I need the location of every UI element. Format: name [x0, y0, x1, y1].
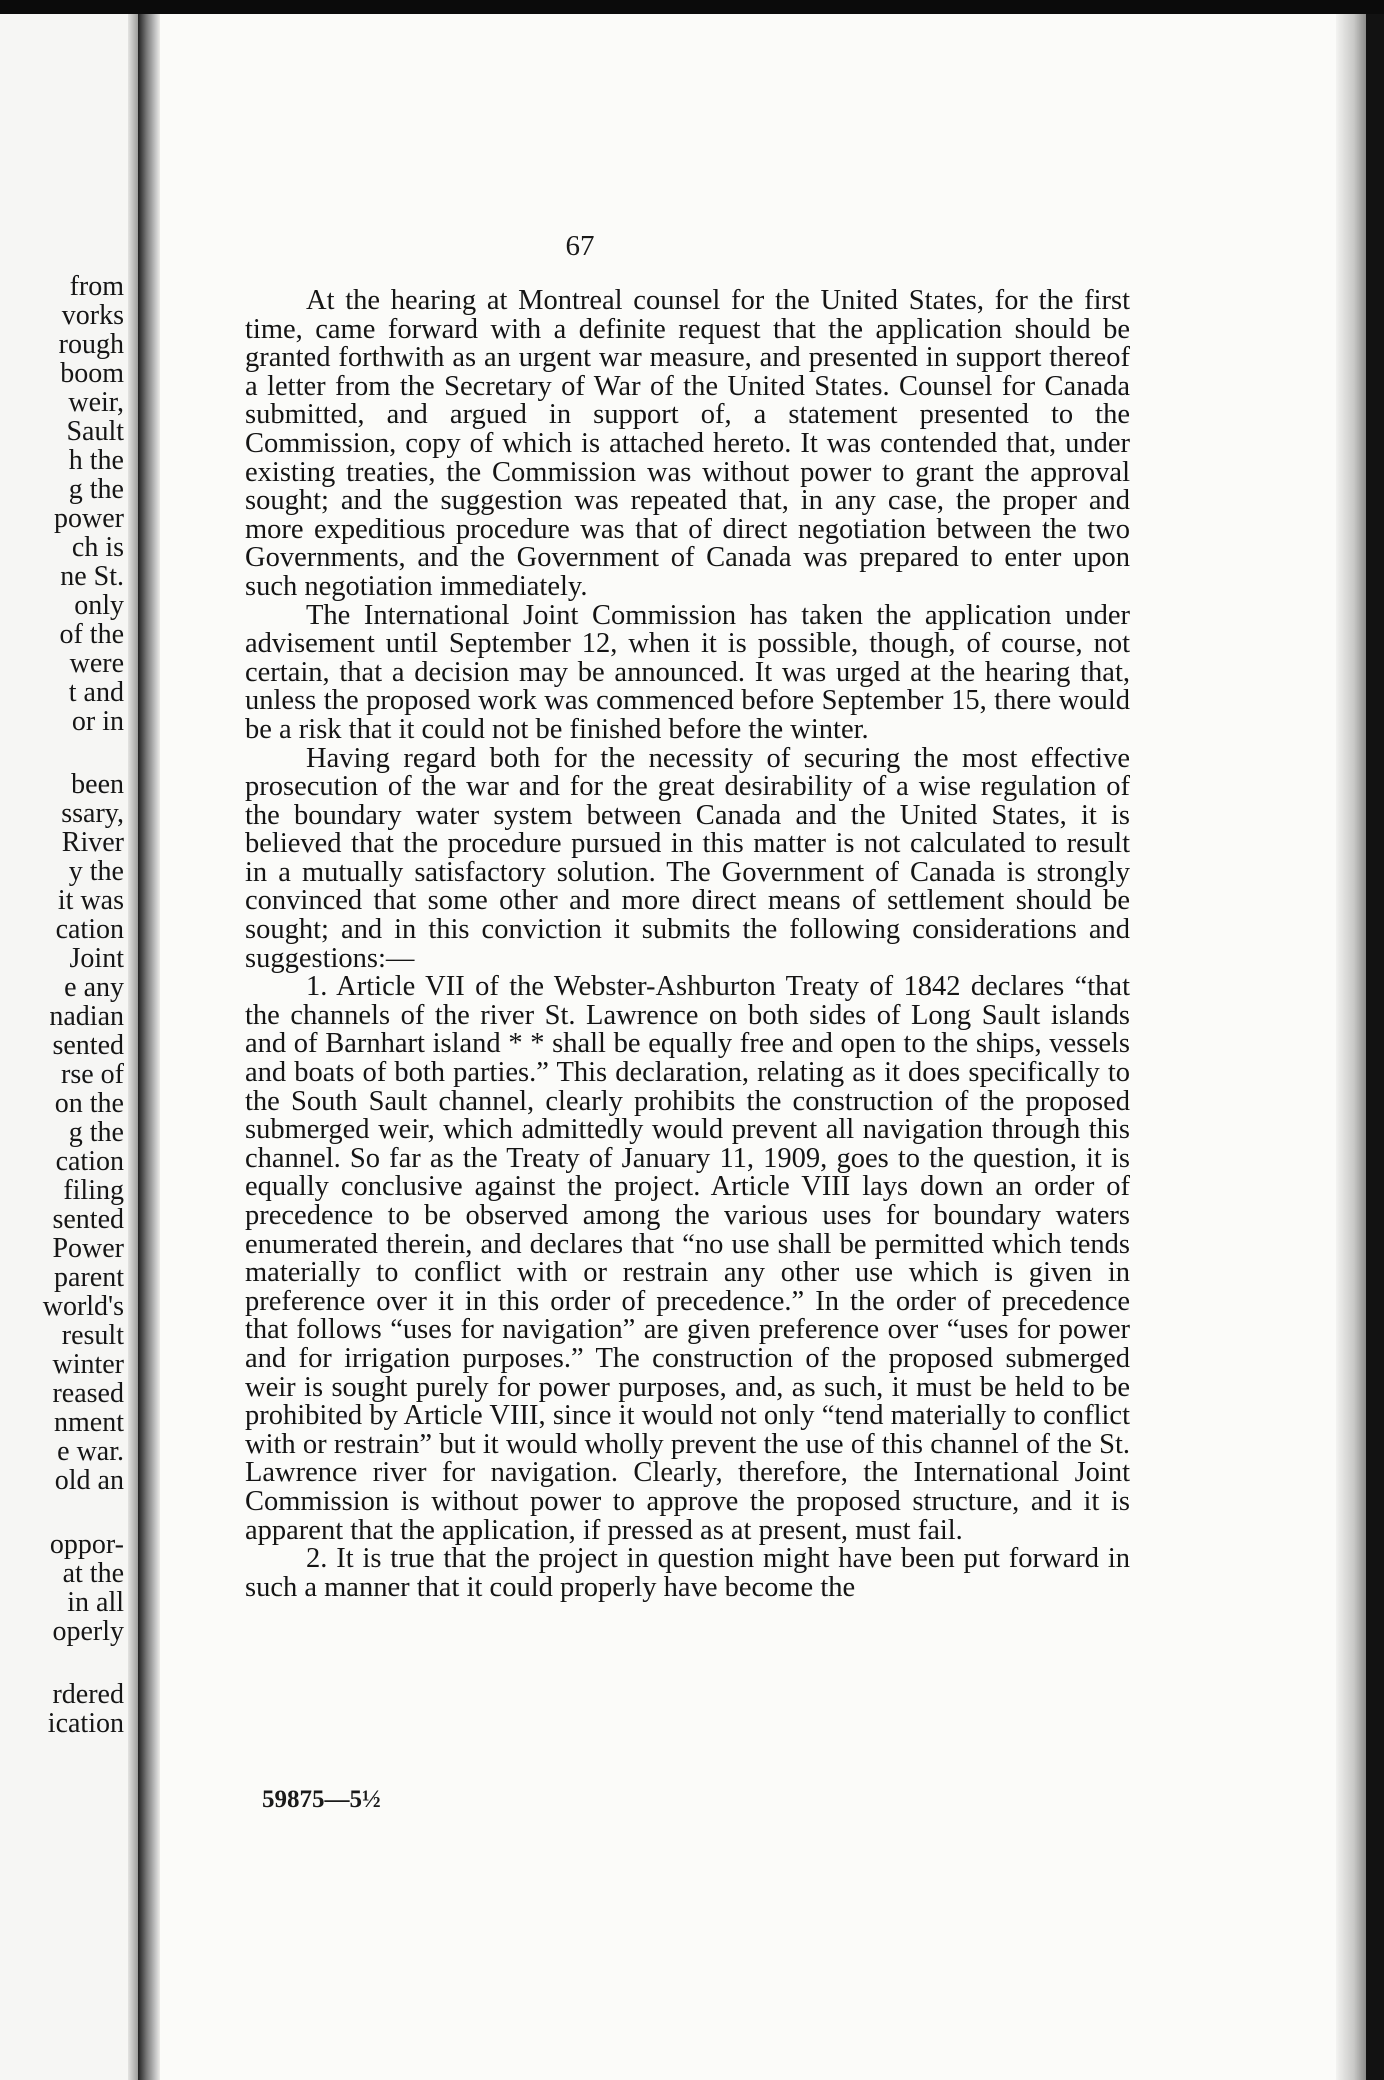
paragraph-project-question: 2. It is true that the project in question might have been put forward in such a manner that it could properly have become the	[245, 1543, 1130, 1603]
left-page-fragment: sented	[52, 1030, 124, 1061]
left-page-fragment: Sault	[66, 416, 124, 447]
left-page-fragment: reased	[52, 1378, 124, 1409]
page-body-text	[245, 287, 1130, 1602]
left-page-fragment: oppor-	[49, 1529, 124, 1560]
left-page-fragment: weir,	[68, 387, 124, 418]
left-page-fragment: parent	[54, 1262, 124, 1293]
left-page-fragment: ssary,	[61, 798, 124, 829]
left-page-margin	[0, 14, 138, 2080]
paragraph-hearing-montreal: At the hearing at Montreal counsel for the United States, for the first time, came forward with a definite request that the application should be granted forthwith as an urgent war measure, and presented in support thereof a letter from the Secretary of War of the United States. Counsel for Canada submitted, and argued in support of, a statement presented to the Commission, copy of which is attached hereto. It was contended that, under existing treaties, the Commission was without power to grant the approval sought; and the suggestion was repeated that, in any case, the proper and more expeditious procedure was that of direct negotiation between the two Governments, and the Government of Canada was prepared to enter upon such negotiation immediately.	[245, 285, 1130, 602]
paragraph-article-vii: 1. Article VII of the Webster-Ashburton Treaty of 1842 declares “that the channels of the river St. Lawrence on both sides of Long Sault islands and of Barnhart island * * shall be equally free and open to the ships, vessels and boats of both parties.” This declaration, relating as it does specifically to the South Sault channel, clearly prohibits the construction of the proposed submerged weir, which admittedly would prevent all navigation through this channel. So far as the Treaty of January 11, 1909, goes to the question, it is equally conclusive against the project. Article VIII lays down an order of precedence to be observed among the various uses for boundary waters enumerated therein, and declares that “no use shall be permitted which tends materially to conflict with or restrain any other use which is given in preference over it in this order of precedence.” In the order of precedence that follows “uses for navigation” are given preference over “uses for power and for irrigation purposes.” The construction of the proposed submerged weir is sought purely for power purposes, and, as such, it must be held to be prohibited by Article VIII, since it would not only “tend materially to conflict with or restrain” but it would wholly prevent the use of this channel of the St. Lawrence river for navigation. Clearly, therefore, the International Joint Commission is without power to approve the proposed structure, and it is apparent that the application, if pressed as at present, must fail.	[245, 971, 1130, 1546]
left-page-fragment: ication	[47, 1708, 124, 1739]
left-page-fragment: Power	[52, 1233, 124, 1264]
printer-signature-code: 59875—5½	[262, 1786, 381, 1813]
left-page-fragment: filing	[63, 1175, 124, 1206]
left-page-fragment: power	[54, 503, 124, 534]
left-page-fragment: it was	[57, 885, 124, 916]
left-page-fragment: nadian	[49, 1001, 124, 1032]
left-page-fragment: result	[61, 1320, 124, 1351]
left-page-fragment: ch is	[71, 532, 124, 563]
left-page-fragment: ne St.	[60, 561, 124, 592]
page-number: 67	[565, 230, 595, 262]
left-page-fragment: or in	[71, 706, 124, 737]
left-page-fragment: River	[61, 827, 124, 858]
left-page-fragment: winter	[52, 1349, 124, 1380]
left-page-fragment: h the	[68, 445, 124, 476]
left-page-fragment: rdered	[52, 1679, 124, 1710]
left-page-fragment: cation	[55, 1146, 124, 1177]
left-page-fragment: operly	[52, 1616, 124, 1647]
left-page-fragment: Joint	[69, 943, 124, 974]
scan-top-border	[0, 0, 1384, 14]
paragraph-commission-advisement: The International Joint Commission has taken the application under advisement until September 12, when it is possible, though, of course, not certain, that a decision may be announced. It was urged at the hearing that, unless the proposed work was commenced before September 15, there would be a risk that it could not be finished before the winter.	[245, 599, 1130, 745]
left-page-fragment: of the	[59, 619, 124, 650]
left-page-fragment: g the	[68, 1117, 124, 1148]
left-page-fragment: old an	[54, 1465, 124, 1496]
left-page-fragment: sented	[52, 1204, 124, 1235]
left-page-fragment: e war.	[57, 1436, 124, 1467]
left-page-fragment: y the	[68, 856, 124, 887]
left-page-fragment: rse of	[61, 1059, 124, 1090]
page-edge-shadow	[1336, 14, 1366, 2080]
left-page-fragment: been	[71, 769, 124, 800]
scan-right-border	[1366, 14, 1384, 2080]
left-page-fragment: g the	[68, 474, 124, 505]
left-page-fragment: cation	[55, 914, 124, 945]
left-page-fragment: vorks	[61, 300, 124, 331]
book-spine	[138, 14, 160, 2080]
paragraph-having-regard: Having regard both for the necessity of securing the most effective prosecution of the war and for the great desirability of a wise regulation of the boundary water system between Canada and the United States, it is believed that the procedure pursued in this matter is not calculated to result in a mutually satisfactory solution. The Government of Canada is strongly convinced that some other and more direct means of settlement should be sought; and in this conviction it submits the following considerations and suggestions:—	[245, 742, 1130, 974]
left-page-fragment: on the	[54, 1088, 124, 1119]
left-page-fragment: rough	[58, 329, 124, 360]
left-page-fragment: world's	[42, 1291, 124, 1322]
left-page-fragment: from	[69, 271, 124, 302]
left-page-fragment: t and	[68, 677, 124, 708]
left-page-fragment: at the	[62, 1558, 124, 1589]
left-page-gutter-shadow	[128, 14, 138, 2080]
left-page-fragment: e any	[64, 972, 124, 1003]
left-page-fragment: in all	[67, 1587, 124, 1618]
left-page-fragment: nment	[54, 1407, 124, 1438]
left-page-fragment: boom	[60, 358, 124, 389]
left-page-fragment: were	[69, 648, 124, 679]
left-page-fragment: only	[74, 590, 124, 621]
